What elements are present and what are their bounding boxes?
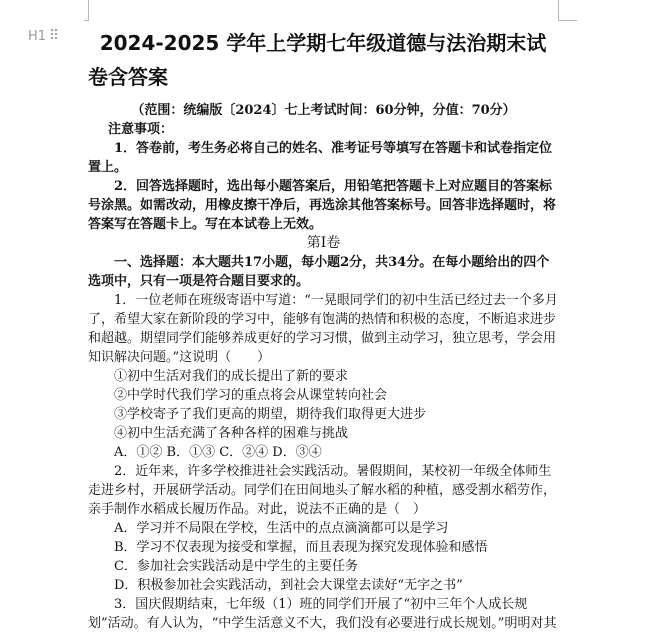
question-2-option-d: D．积极参加社会实践活动，到社会大课堂去读好“无字之书” bbox=[114, 578, 463, 593]
page-corner-mark-top-right bbox=[558, 0, 577, 21]
document-title-line-1: 2024-2025 学年上学期七年级道德与法治期末试 bbox=[99, 31, 547, 55]
volume-label: 第Ⅰ卷 bbox=[306, 235, 341, 251]
question-1-statement-3: ③学校寄予了我们更高的期望，期待我们取得更大进步 bbox=[114, 407, 427, 422]
page-corner-mark-top-left bbox=[84, 0, 89, 21]
question-stem-3: 3．国庆假期结束，七年级（1）班的同学们开展了“初中三年个人成长规划”活动。有人认为，“中学生活意义不大，我们没有必要进行成长规划。”明明对其 bbox=[88, 597, 557, 631]
heading-level-marker: H1 bbox=[28, 28, 47, 44]
notes-heading: 注意事项： bbox=[108, 122, 174, 137]
note-item-1: 1．答卷前，考生务必将自己的姓名、准考证号等填写在答题卡和试卷指定位置上。 bbox=[88, 141, 553, 175]
question-1-statement-4: ④初中生活充满了各种各样的困难与挑战 bbox=[114, 426, 349, 441]
heading-style-handle[interactable] bbox=[28, 28, 57, 44]
question-stem-2: 2．近年来，许多学校推进社会实践活动。暑假期间，某校初一年级全体师生走进乡村，开展研学活动。同学们在田间地头了解水稻的种植，感受割水稻劳作，亲手制作水稻成长履历作品。对此，说法不正确的是（ ） bbox=[88, 464, 557, 517]
drag-handle-icon[interactable]: ⠿ bbox=[49, 28, 58, 44]
question-2-option-b: B．学习不仅表现为接受和掌握，而且表现为探究发现体验和感悟 bbox=[114, 540, 488, 555]
section-heading: 一、选择题：本大题共17小题，每小题2分，共34分。在每小题给出的四个选项中，只有一项是符合题目要求的。 bbox=[88, 255, 550, 289]
question-2-option-c: C．参加社会实践活动是中学生的主要任务 bbox=[114, 559, 358, 574]
question-stem-1: 1．一位老师在班级寄语中写道：“一晃眼同学们的初中生活已经过去一个多月了，希望大家在新阶段的学习中，能够有饱满的热情和积极的态度，不断追求进步和超越。期望同学们能够养成更好的学习习惯，做到主动学习，独立思考，学会用知识解决问题。”这说明（ ） bbox=[88, 293, 558, 365]
question-2-option-a: A．学习并不局限在学校，生活中的点点滴滴都可以是学习 bbox=[114, 521, 449, 536]
note-item-2: 2．回答选择题时，选出每小题答案后，用铅笔把答题卡上对应题目的答案标号涂黑。如需改动，用橡皮擦干净后，再选涂其他答案标号。回答非选择题时，将答案写在答题卡上。写在本试卷上无效。 bbox=[88, 179, 557, 232]
document-title-line-2: 卷含答案 bbox=[88, 65, 168, 89]
question-1-statement-2: ②中学时代我们学习的重点将会从课堂转向社会 bbox=[114, 388, 388, 403]
exam-scope-subtitle: （范围：统编版〔2024〕七上考试时间：60分钟，分值：70分） bbox=[131, 103, 516, 118]
question-1-options: A．①② B．①③ C．②④ D．③④ bbox=[114, 445, 322, 460]
document-body bbox=[88, 101, 559, 633]
question-1-statement-1: ①初中生活对我们的成长提出了新的要求 bbox=[114, 369, 349, 384]
